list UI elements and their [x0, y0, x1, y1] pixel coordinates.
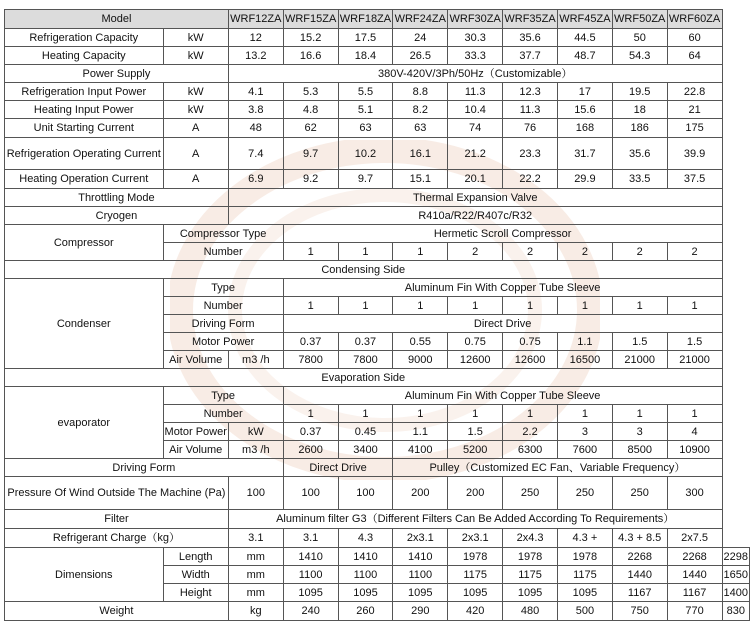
value-cell: 2 — [612, 243, 667, 261]
value-cell: 2 — [557, 243, 612, 261]
evaporator-driving-form-row — [5, 459, 750, 477]
value-cell: 1 — [557, 297, 612, 315]
value-cell: 21 — [667, 101, 722, 119]
value-cell: 175 — [667, 119, 722, 138]
row-label: Number — [163, 297, 283, 315]
value-cell: 15.6 — [557, 101, 612, 119]
value-cell: 480 — [503, 602, 558, 621]
value-cell: 2600 — [283, 441, 338, 459]
value-cell: 1 — [448, 297, 503, 315]
row-label: Filter — [5, 510, 229, 529]
value-cell: 12600 — [448, 351, 503, 369]
value-cell: 0.75 — [503, 333, 558, 351]
value-cell: 22.8 — [667, 83, 722, 101]
value-cell: 2x7.5 — [667, 529, 722, 548]
value-cell: 1 — [283, 243, 338, 261]
value-cell: 7800 — [283, 351, 338, 369]
value-cell: 4.8 — [283, 101, 338, 119]
value-cell: 37.7 — [503, 47, 558, 65]
value-cell: 1175 — [448, 566, 503, 584]
heating-input-power-row — [5, 101, 750, 119]
refrigeration-operating-current-row — [5, 138, 750, 170]
value-cell: 4.3 + 8.5 — [612, 529, 667, 548]
value-cell: 1410 — [393, 548, 448, 566]
value-cell: 30.3 — [448, 29, 503, 47]
group-label-condenser: Condenser — [5, 279, 164, 369]
value-cell: 420 — [448, 602, 503, 621]
row-label: Motor Power — [163, 423, 228, 441]
model-name: WRF30ZA — [448, 10, 503, 29]
spanning-value: Aluminum filter G3（Different Filters Can Be Added According To Requirements） — [228, 510, 722, 529]
value-cell: 64 — [667, 47, 722, 65]
row-label: Unit Starting Current — [5, 119, 164, 138]
value-cell: 1095 — [557, 584, 612, 602]
value-cell: 300 — [667, 477, 722, 510]
section-heading: Evaporation Side — [5, 369, 723, 387]
unit-label: kW — [163, 29, 228, 47]
value-cell: 17.5 — [338, 29, 393, 47]
unit-label: mm — [228, 584, 283, 602]
value-cell: 4.3 + — [557, 529, 612, 548]
unit-label: mm — [228, 548, 283, 566]
value-cell: 5.3 — [283, 83, 338, 101]
row-label: Refrigeration Operating Current — [5, 138, 164, 170]
value-cell: 9.7 — [338, 170, 393, 189]
value-cell: 100 — [338, 477, 393, 510]
value-cell: 1 — [283, 405, 338, 423]
value-cell: 260 — [338, 602, 393, 621]
row-label: Type — [163, 387, 283, 405]
unit-label: kW — [163, 101, 228, 119]
unit-label: kW — [163, 47, 228, 65]
value-cell: 830 — [722, 602, 749, 621]
value-cell: 1175 — [557, 566, 612, 584]
value-cell: 1100 — [283, 566, 338, 584]
value-cell: 2 — [503, 243, 558, 261]
value-cell: 1650 — [722, 566, 749, 584]
value-cell: 2268 — [667, 548, 722, 566]
value-cell: 10.4 — [448, 101, 503, 119]
value-cell: 12 — [228, 29, 283, 47]
row-label: Power Supply — [5, 65, 229, 83]
value-cell: 0.37 — [283, 333, 338, 351]
value-cell: 33.5 — [612, 170, 667, 189]
value-cell: 1 — [667, 405, 722, 423]
row-label: Weight — [5, 602, 229, 621]
spanning-value: Hermetic Scroll Compressor — [283, 225, 722, 243]
value-cell: 35.6 — [612, 138, 667, 170]
row-label: Throttling Mode — [5, 189, 229, 207]
spanning-value: R410a/R22/R407c/R32 — [228, 207, 722, 225]
condensing-side-row — [5, 261, 750, 279]
value-cell: 6.9 — [228, 170, 283, 189]
spanning-value: Thermal Expansion Valve — [228, 189, 722, 207]
value-cell: 3 — [557, 423, 612, 441]
row-label: Number — [163, 243, 283, 261]
pressure-of-wind-row — [5, 477, 750, 510]
value-cell: 200 — [393, 477, 448, 510]
unit-starting-current-row — [5, 119, 750, 138]
value-cell: 100 — [283, 477, 338, 510]
evaporation-side-row — [5, 369, 750, 387]
model-name: WRF50ZA — [612, 10, 667, 29]
value-cell: 54.3 — [612, 47, 667, 65]
value-cell: 3 — [612, 423, 667, 441]
value-cell: 1 — [283, 297, 338, 315]
value-cell: 186 — [612, 119, 667, 138]
value-cell: 1.1 — [557, 333, 612, 351]
value-cell: 4 — [667, 423, 722, 441]
value-cell: 7800 — [338, 351, 393, 369]
value-cell: 48 — [228, 119, 283, 138]
value-cell: 1440 — [667, 566, 722, 584]
value-cell: 1100 — [393, 566, 448, 584]
value-cell: 50 — [612, 29, 667, 47]
condenser-type-row — [5, 279, 750, 297]
value-cell: 7.4 — [228, 138, 283, 170]
value-cell: 9000 — [393, 351, 448, 369]
value-cell: 21000 — [667, 351, 722, 369]
value-cell: 62 — [283, 119, 338, 138]
value-cell: 8.8 — [393, 83, 448, 101]
model-label: Model — [5, 10, 229, 29]
value-cell: 2 — [667, 243, 722, 261]
value-cell: 9.2 — [283, 170, 338, 189]
value-cell: 63 — [338, 119, 393, 138]
unit-label: m3 /h — [228, 351, 283, 369]
value-cell: 5.1 — [338, 101, 393, 119]
value-cell: 1167 — [612, 584, 667, 602]
row-label: Driving Form — [5, 459, 284, 477]
value-cell: 770 — [667, 602, 722, 621]
value-cell: 1.5 — [667, 333, 722, 351]
row-label: Height — [163, 584, 228, 602]
model-header-row — [5, 10, 750, 29]
value-cell: 290 — [393, 602, 448, 621]
value-cell: 1 — [612, 297, 667, 315]
value-cell: 29.9 — [557, 170, 612, 189]
value-cell: 2x4.3 — [503, 529, 558, 548]
value-cell: 1095 — [338, 584, 393, 602]
value-cell: 1 — [503, 405, 558, 423]
refrigeration-capacity-row — [5, 29, 750, 47]
value-cell: 2x3.1 — [393, 529, 448, 548]
value-cell: 1175 — [503, 566, 558, 584]
value-cell: 18.4 — [338, 47, 393, 65]
value-cell: 4100 — [393, 441, 448, 459]
value-cell: 2.2 — [503, 423, 558, 441]
value-cell: 1 — [448, 405, 503, 423]
spec-table — [4, 9, 750, 621]
value-cell: 168 — [557, 119, 612, 138]
value-cell: 1167 — [667, 584, 722, 602]
value-cell: 8.2 — [393, 101, 448, 119]
model-name: WRF60ZA — [667, 10, 722, 29]
value-cell: 1410 — [338, 548, 393, 566]
row-label: Length — [163, 548, 228, 566]
value-cell: 11.3 — [448, 83, 503, 101]
value-cell: 24 — [393, 29, 448, 47]
value-cell: 19.5 — [612, 83, 667, 101]
value-cell: 250 — [503, 477, 558, 510]
unit-label: kW — [163, 83, 228, 101]
unit-label: A — [163, 119, 228, 138]
value-cell: 5200 — [448, 441, 503, 459]
group-label-compressor: Compressor — [5, 225, 164, 261]
row-label: Pressure Of Wind Outside The Machine (Pa) — [5, 477, 229, 510]
refrigerant-charge-row — [5, 529, 750, 548]
value-cell: 20.1 — [448, 170, 503, 189]
unit-label: kg — [228, 602, 283, 621]
filter-row — [5, 510, 750, 529]
value-cell: 31.7 — [557, 138, 612, 170]
value-cell: 1 — [503, 297, 558, 315]
value-cell: 2 — [448, 243, 503, 261]
value-cell: 22.2 — [503, 170, 558, 189]
unit-label: A — [163, 138, 228, 170]
value-cell: 3.1 — [283, 529, 338, 548]
value-cell: 15.1 — [393, 170, 448, 189]
value-cell: 21.2 — [448, 138, 503, 170]
value-cell: 10900 — [667, 441, 722, 459]
value-cell: 16.1 — [393, 138, 448, 170]
spanning-value: Aluminum Fin With Copper Tube Sleeve — [283, 279, 722, 297]
value-cell: 63 — [393, 119, 448, 138]
value-cell: 100 — [228, 477, 283, 510]
value-cell: 2x3.1 — [448, 529, 503, 548]
value-cell: 1 — [393, 243, 448, 261]
row-label: Air Volume — [163, 351, 228, 369]
value-cell: 74 — [448, 119, 503, 138]
value-cell: 12600 — [503, 351, 558, 369]
value-cell: 3.8 — [228, 101, 283, 119]
value-cell: 17 — [557, 83, 612, 101]
value-cell: 16500 — [557, 351, 612, 369]
value-cell: 1 — [338, 243, 393, 261]
heating-operation-current-row — [5, 170, 750, 189]
value-cell: 10.2 — [338, 138, 393, 170]
value-cell: 200 — [448, 477, 503, 510]
value-cell: 9.7 — [283, 138, 338, 170]
group-label-evaporator: evaporator — [5, 387, 164, 459]
row-label: Refrigeration Capacity — [5, 29, 164, 47]
cryogen-row — [5, 207, 750, 225]
throttling-mode-row — [5, 189, 750, 207]
row-label: Compressor Type — [163, 225, 283, 243]
row-label: Air Volume — [163, 441, 228, 459]
value-cell: 0.55 — [393, 333, 448, 351]
value-cell: 37.5 — [667, 170, 722, 189]
row-label: Motor Power — [163, 333, 283, 351]
value-cell: 1978 — [557, 548, 612, 566]
value-cell: 0.37 — [283, 423, 338, 441]
value-cell: 48.7 — [557, 47, 612, 65]
value-cell: 21000 — [612, 351, 667, 369]
value-cell: 39.9 — [667, 138, 722, 170]
model-name: WRF35ZA — [503, 10, 558, 29]
power-supply-row — [5, 65, 750, 83]
value-cell: 1095 — [448, 584, 503, 602]
value-cell: 35.6 — [503, 29, 558, 47]
value-cell: 1.5 — [448, 423, 503, 441]
value-cell: 250 — [612, 477, 667, 510]
evaporator-type-row — [5, 387, 750, 405]
model-name: WRF45ZA — [557, 10, 612, 29]
value-cell: 60 — [667, 29, 722, 47]
value-cell: 1440 — [612, 566, 667, 584]
row-label: Width — [163, 566, 228, 584]
value-cell: 0.45 — [338, 423, 393, 441]
value-cell: 26.5 — [393, 47, 448, 65]
value-cell: 1 — [557, 405, 612, 423]
value-cell: 33.3 — [448, 47, 503, 65]
section-heading: Condensing Side — [5, 261, 723, 279]
compressor-type-row — [5, 225, 750, 243]
value-cell: 1978 — [448, 548, 503, 566]
value-cell: 1095 — [503, 584, 558, 602]
value-cell: 8500 — [612, 441, 667, 459]
value-cell: 1.1 — [393, 423, 448, 441]
spanning-value: 380V-420V/3Ph/50Hz（Customizable） — [228, 65, 722, 83]
value-cell: 5.5 — [338, 83, 393, 101]
model-name: WRF12ZA — [228, 10, 283, 29]
value-cell: 240 — [283, 602, 338, 621]
row-label: Driving Form — [163, 315, 283, 333]
value-cell: 13.2 — [228, 47, 283, 65]
weight-row — [5, 602, 750, 621]
model-name: WRF24ZA — [393, 10, 448, 29]
group-label-dimensions: Dimensions — [5, 548, 164, 602]
value-cell: 0.37 — [338, 333, 393, 351]
row-label: Refrigerant Charge（kg） — [5, 529, 229, 548]
value-cell: 44.5 — [557, 29, 612, 47]
value-cell: 7600 — [557, 441, 612, 459]
value-cell: 2298 — [722, 548, 749, 566]
value-cell: 1095 — [283, 584, 338, 602]
unit-label: kW — [228, 423, 283, 441]
value-cell: 500 — [557, 602, 612, 621]
model-name: WRF15ZA — [283, 10, 338, 29]
value-cell: 1 — [667, 297, 722, 315]
row-label: Refrigeration Input Power — [5, 83, 164, 101]
value-cell: 16.6 — [283, 47, 338, 65]
value-cell: 15.2 — [283, 29, 338, 47]
model-name: WRF18ZA — [338, 10, 393, 29]
value-cell: 76 — [503, 119, 558, 138]
value-cell: 1 — [393, 297, 448, 315]
dimensions-length-row — [5, 548, 750, 566]
value-cell: 1100 — [338, 566, 393, 584]
value-cell: 2268 — [612, 548, 667, 566]
value-cell: 1095 — [393, 584, 448, 602]
value-cell: 1 — [338, 297, 393, 315]
row-label: Heating Operation Current — [5, 170, 164, 189]
unit-label: m3 /h — [228, 441, 283, 459]
value-cell: 1.5 — [612, 333, 667, 351]
value-cell: 0.75 — [448, 333, 503, 351]
spanning-value: Direct Drive — [283, 315, 722, 333]
heating-capacity-row — [5, 47, 750, 65]
row-label: Cryogen — [5, 207, 229, 225]
value-cell: 6300 — [503, 441, 558, 459]
value-cell: 1 — [612, 405, 667, 423]
row-label: Type — [163, 279, 283, 297]
spanning-value: Aluminum Fin With Copper Tube Sleeve — [283, 387, 722, 405]
value-cell: 11.3 — [503, 101, 558, 119]
refrigeration-input-power-row — [5, 83, 750, 101]
value-cell: 4.3 — [338, 529, 393, 548]
value-cell: 1410 — [283, 548, 338, 566]
value-cell: 23.3 — [503, 138, 558, 170]
value-cell: 18 — [612, 101, 667, 119]
value-cell: 3400 — [338, 441, 393, 459]
value-cell: 1 — [338, 405, 393, 423]
row-label: Number — [163, 405, 283, 423]
value-cell: 12.3 — [503, 83, 558, 101]
value-cell: 750 — [612, 602, 667, 621]
value-cell: 3.1 — [228, 529, 283, 548]
value-cell: 4.1 — [228, 83, 283, 101]
unit-label: mm — [228, 566, 283, 584]
unit-label: A — [163, 170, 228, 189]
value-cell: 1978 — [503, 548, 558, 566]
spanning-value: Pulley（Customized EC Fan、Variable Frequency） — [393, 459, 722, 477]
value-cell: 250 — [557, 477, 612, 510]
value-cell: 1400 — [722, 584, 749, 602]
row-label: Heating Input Power — [5, 101, 164, 119]
spanning-value: Direct Drive — [283, 459, 393, 477]
value-cell: 1 — [393, 405, 448, 423]
row-label: Heating Capacity — [5, 47, 164, 65]
